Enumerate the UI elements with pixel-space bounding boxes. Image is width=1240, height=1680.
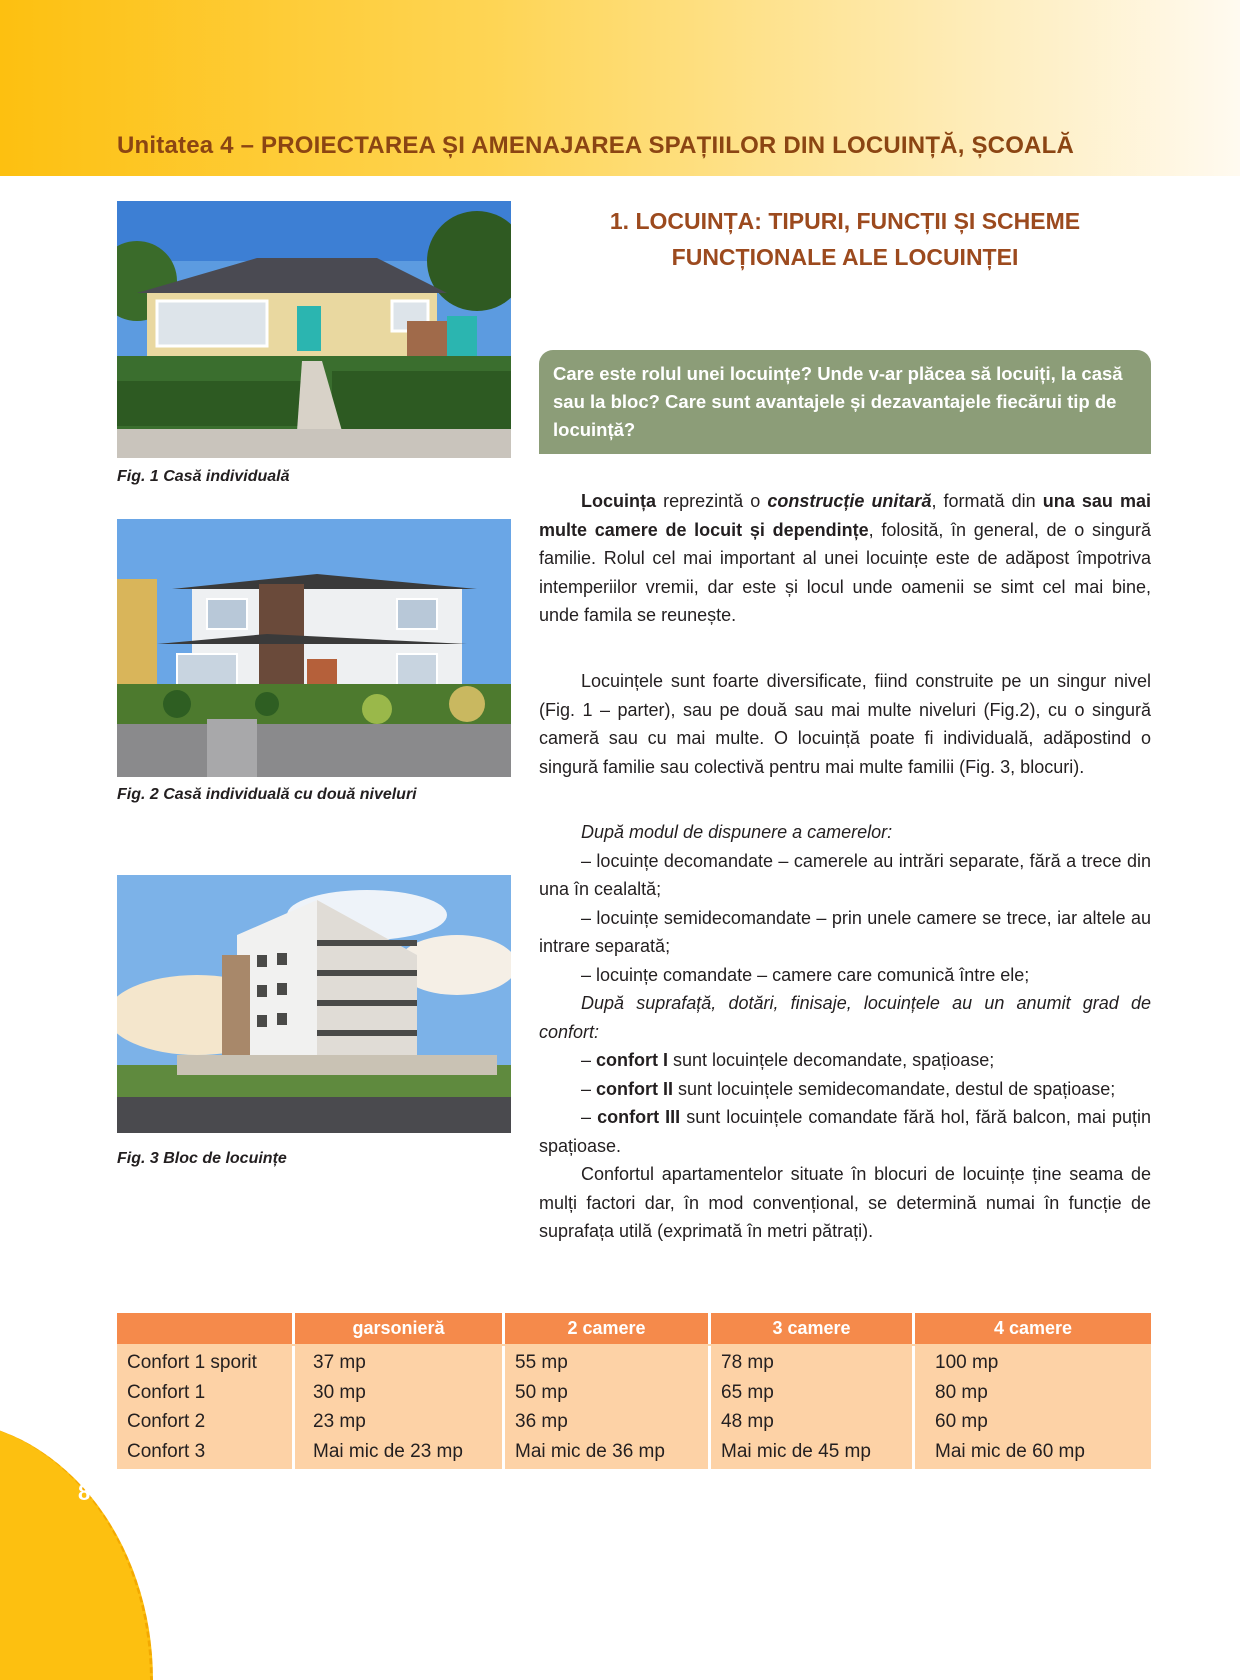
arrangement-section [539, 818, 1151, 1246]
table-header-cell: garsonieră [295, 1313, 505, 1344]
table-cell: 78 mp [721, 1352, 774, 1373]
comfort-1-text: sunt locuințele decomandate, spațioase; [668, 1050, 995, 1070]
table-cell: Confort 1 sporit [127, 1352, 257, 1373]
figure-1-photo [117, 201, 511, 458]
text-segment: , folosită, în general, de o singură familie. Rolul cel mai important al unei locuințe este de adăpost împotriva intemperiilor vremii, dar este și locul unde oamenii se simt cel mai bine, unde famila se reunește. [539, 519, 1151, 625]
figure-2-photo [117, 519, 511, 777]
table-cell: Mai mic de 60 mp [935, 1440, 1085, 1462]
emphasis-constructie: construcție unitară [767, 491, 932, 511]
paragraph-surface: Confortul apartamentelor situate în blocuri de locuințe ține seama de mulți factori dar, în mod convențional, se determină numai în funcție de suprafața utilă (exprimată în metri pătrați). [539, 1164, 1151, 1241]
comfort-surface-table [117, 1313, 1151, 1469]
table-cell: 50 mp [515, 1381, 568, 1403]
comfort-3-label: confort III [597, 1107, 681, 1127]
comfort-item-3 [539, 1103, 1151, 1160]
text-segment: reprezintă o [656, 491, 768, 511]
unit-title: Unitatea 4 – PROIECTAREA ȘI AMENAJAREA SPAȚIILOR DIN LOCUINȚĂ, ȘCOALĂ [117, 132, 1074, 159]
comfort-3-text: sunt locuințele comandate fără hol, fără balcon, mai puțin spațioase. [539, 1107, 1151, 1156]
lesson-title [539, 203, 1151, 275]
dash: – [581, 1107, 598, 1127]
dash: – [581, 1050, 597, 1070]
paragraph-types-text: Locuințele sunt foarte diversificate, fiind construite pe un singur nivel (Fig. 1 – parter), sau pe două sau mai multe niveluri (Fig.2), cu o singură cameră sau cu mai multe. O locuință poate fi individuală, adăpostind o singură familie sau colectivă pentru mai multe familii (Fig. 3, blocuri). [539, 671, 1151, 777]
comfort-1-label: confort I [596, 1050, 669, 1070]
term-locuinta: Locuința [581, 491, 656, 511]
comfort-item-2 [539, 1075, 1151, 1104]
table-cell: 30 mp [313, 1381, 366, 1403]
table-column-3-camere [711, 1346, 915, 1469]
figure-1-caption: Fig. 1 Casă individuală [117, 468, 290, 485]
table-column-4-camere [915, 1346, 1151, 1469]
table-header-cell [117, 1313, 295, 1344]
table-cell: 23 mp [313, 1411, 366, 1432]
figure-2-caption: Fig. 2 Casă individuală cu două niveluri [117, 786, 417, 803]
table-cell: 60 mp [935, 1411, 988, 1432]
table-cell: Mai mic de 45 mp [721, 1440, 871, 1462]
table-header-row [117, 1313, 1151, 1344]
comfort-item-1 [539, 1046, 1151, 1075]
table-cell: Mai mic de 36 mp [515, 1440, 665, 1462]
table-cell: 100 mp [935, 1352, 999, 1373]
lesson-title-line-2: FUNCȚIONALE ALE LOCUINȚEI [671, 244, 1019, 270]
figure-3-photo [117, 875, 511, 1133]
table-body [117, 1344, 1151, 1469]
arrangement-heading: După modul de dispunere a camerelor: [581, 822, 893, 842]
paragraph-definition [539, 487, 1151, 630]
table-cell: 55 mp [515, 1352, 568, 1373]
comfort-2-text: sunt locuințele semidecomandate, destul de spațioase; [673, 1078, 1116, 1099]
lesson-title-line-1: 1. LOCUINȚA: TIPURI, FUNCȚII ȘI SCHEME [609, 208, 1081, 234]
table-cell: 48 mp [721, 1411, 774, 1432]
table-column-category [117, 1346, 295, 1469]
bold-camere: una sau mai multe camere de locuit și dependințe [539, 491, 1151, 540]
arrangement-item-1: – locuințe decomandate – camerele au intrări separate, fără a trece din una în cealaltă; [539, 850, 1151, 899]
table-cell: 37 mp [313, 1352, 366, 1373]
table-header-cell: 4 camere [915, 1313, 1151, 1344]
text-segment: , formată din [931, 491, 1043, 511]
table-cell: 65 mp [721, 1381, 774, 1403]
table-header-cell: 2 camere [505, 1313, 711, 1344]
table-cell: Confort 2 [127, 1411, 206, 1432]
dash: – [581, 1078, 597, 1099]
table-cell: 36 mp [515, 1411, 568, 1432]
arrangement-item-2: – locuințe semidecomandate – prin unele camere se trece, iar altele au intrare separată; [539, 907, 1151, 956]
table-column-garsoniera [295, 1346, 505, 1469]
table-cell: Mai mic de 23 mp [313, 1440, 463, 1462]
question-box: Care este rolul unei locuințe? Unde v-ar plăcea să locuiți, la casă sau la bloc? Care sunt avantajele și dezavantajele fiecărui tip de locuință? [539, 350, 1151, 454]
paragraph-types [539, 667, 1151, 781]
table-cell: 80 mp [935, 1381, 988, 1403]
table-cell: Confort 1 [127, 1381, 206, 1403]
table-column-2-camere [505, 1346, 711, 1469]
comfort-heading: După suprafață, dotări, finisaje, locuințele au un anumit grad de confort: [539, 993, 1151, 1042]
page-number: 84 [78, 1480, 103, 1505]
figure-3-caption: Fig. 3 Bloc de locuințe [117, 1150, 287, 1167]
comfort-2-label: confort II [596, 1078, 674, 1099]
table-header-cell: 3 camere [711, 1313, 915, 1344]
arrangement-item-3: – locuințe comandate – camere care comunică între ele; [581, 964, 1030, 985]
table-cell: Confort 3 [127, 1440, 206, 1462]
